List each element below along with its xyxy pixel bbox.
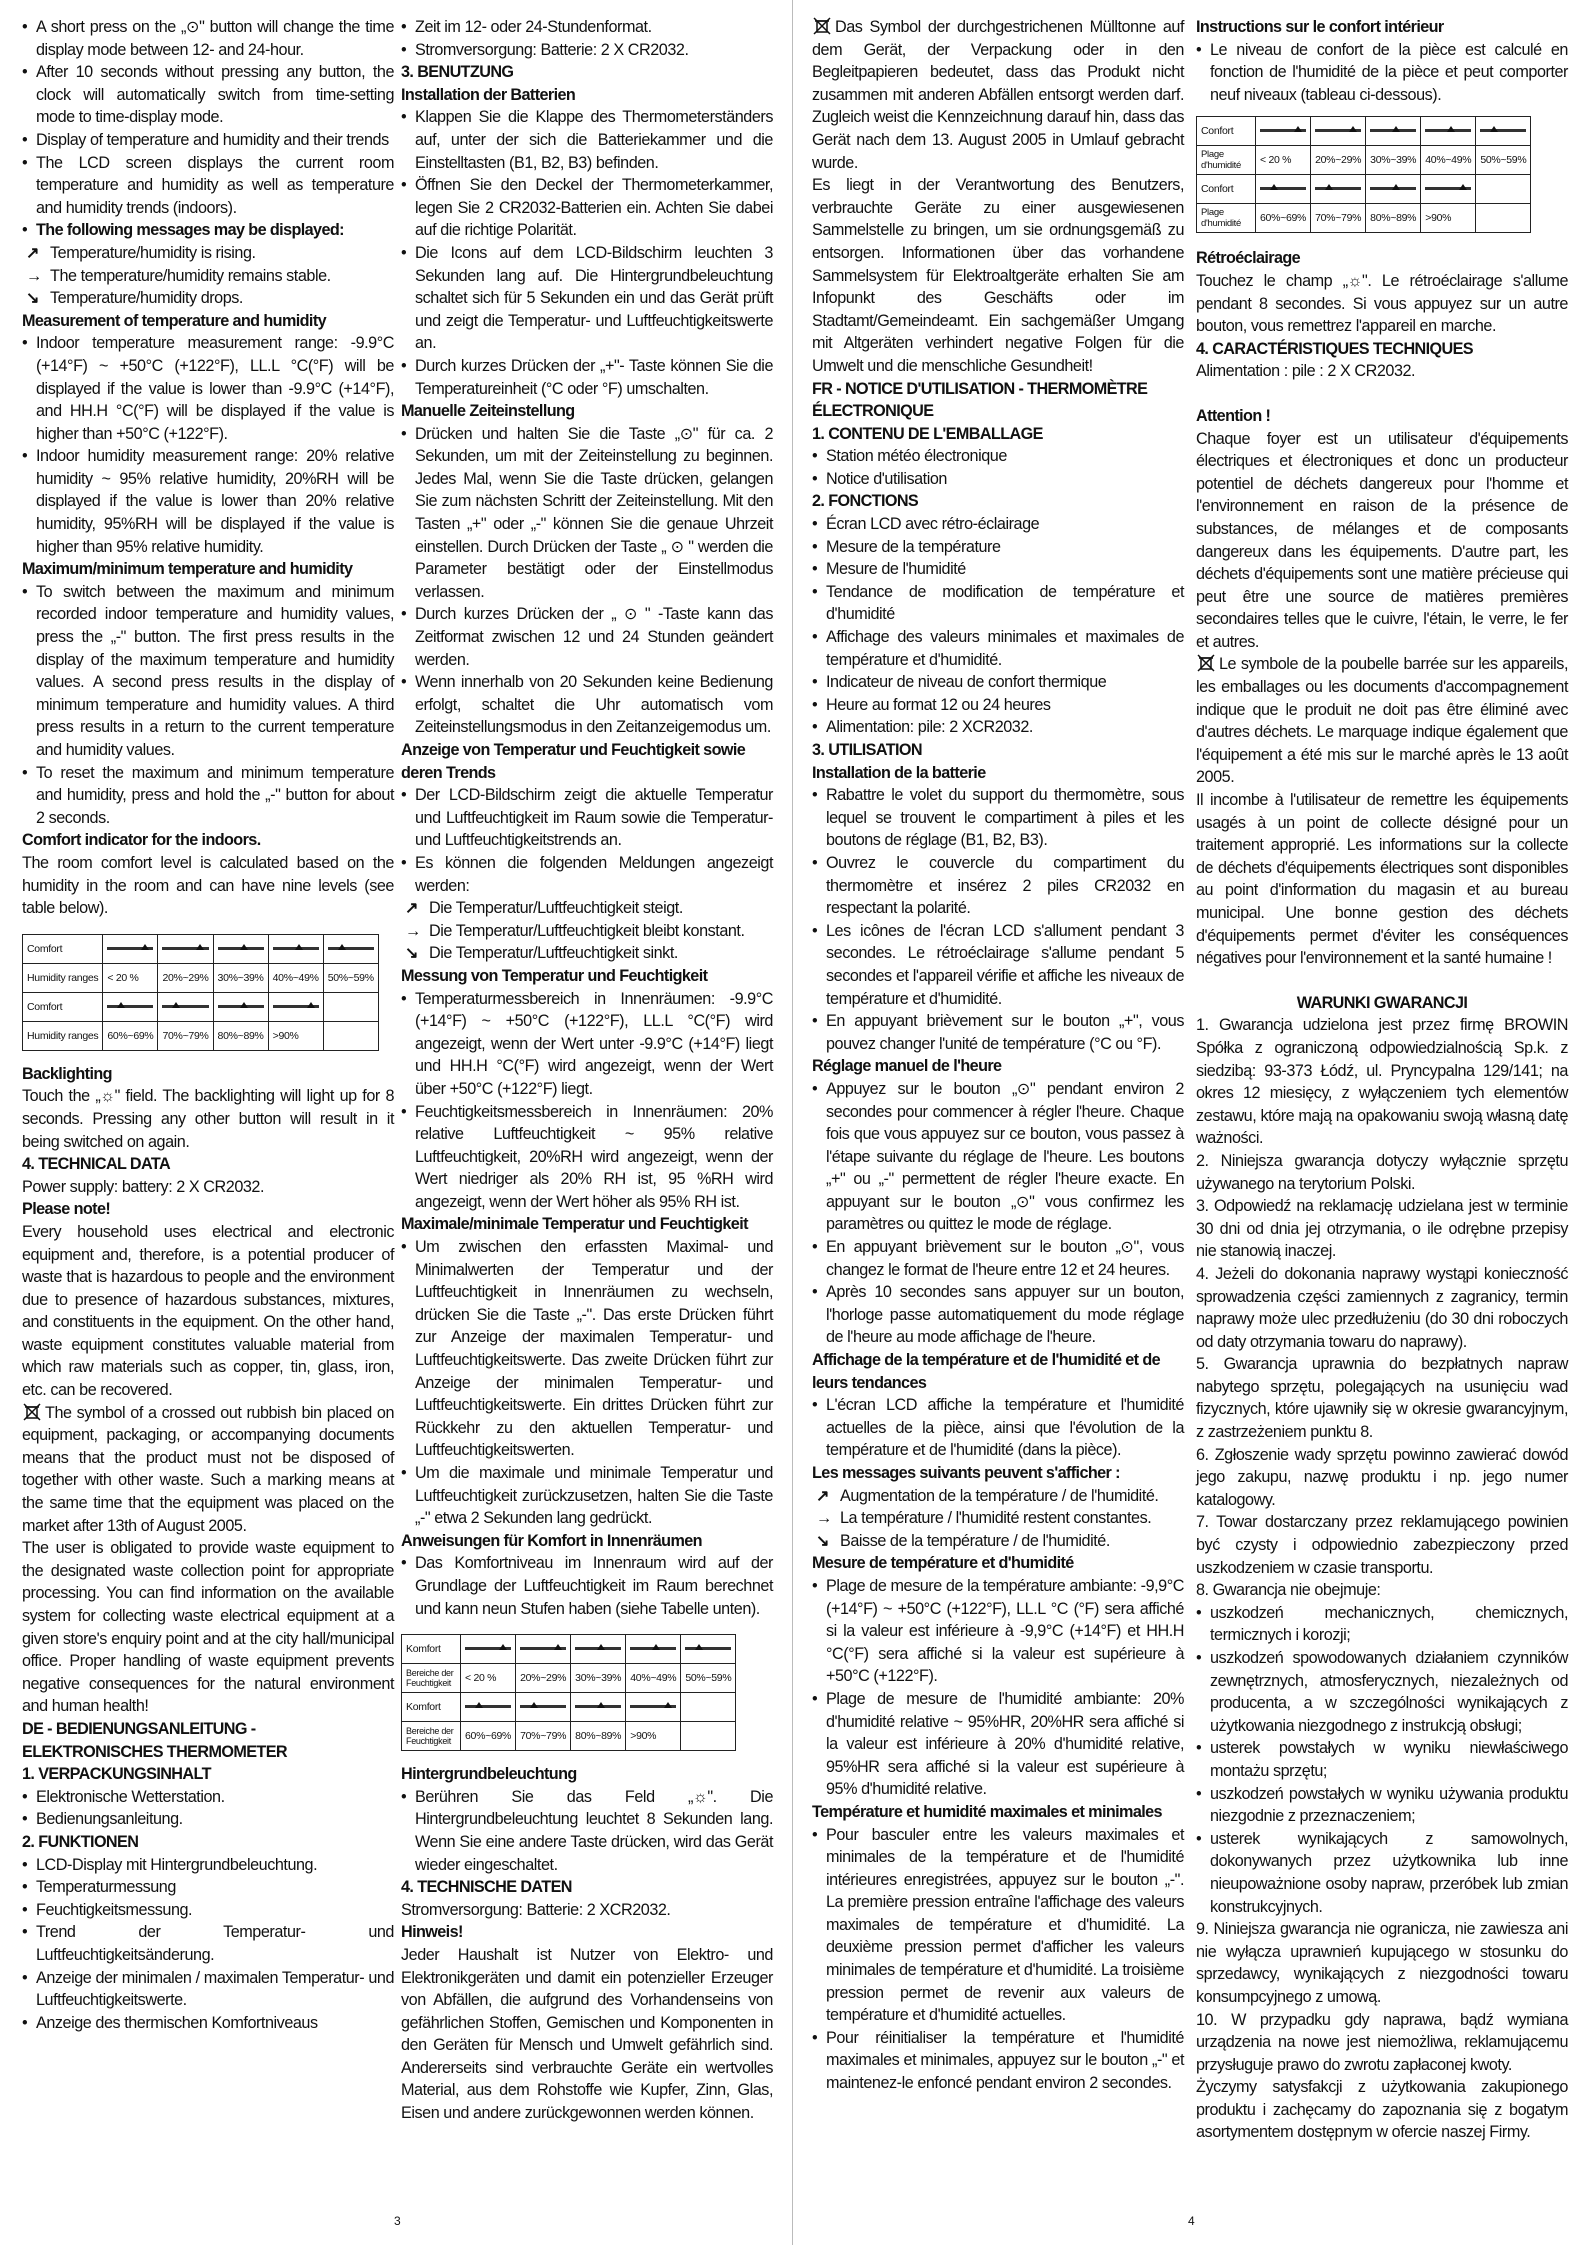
list-item: • Zeit im 12- oder 24-Stundenformat. (401, 16, 773, 39)
list-item: • Um die maximale und minimale Temperatur und Luftfeuchtigkeit zurückzusetzen, halten Sie die Taste „-" etwa 2 Sekunden lang gedrückt. (401, 1462, 773, 1530)
humidity-cell: 40%~49% (268, 963, 323, 992)
humidity-cell: 30%~39% (571, 1664, 626, 1693)
list-item: • Trend der Temperatur- und Luftfeuchtigkeitsänderung. (22, 1921, 394, 1966)
section-heading: Mesure de température et d'humidité (812, 1554, 1074, 1573)
list-item: • After 10 seconds without pressing any button, the clock will automatically switch from time-setting mode to time-display mode. (22, 61, 394, 129)
message-text: The temperature/humidity remains stable. (50, 266, 331, 285)
list-item: • Das Komfortniveau im Innenraum wird auf der Grundlage der Luftfeuchtigkeit im Raum berechnet und kann neun Stufen haben (siehe Tabelle unten). (401, 1552, 773, 1620)
page-number: 4 (1188, 2214, 1195, 2228)
section-heading: Maximale/minimale Temperatur und Feuchtigkeit (401, 1215, 748, 1234)
section-heading: Please note! (22, 1200, 111, 1219)
humidity-cell: 70%~79% (1311, 204, 1366, 233)
list-item: • usterek wynikających z samowolnych, dokonywanych przez użytkownika lub inne nieupoważnione osoby napraw, przeróbek lub zmian konstrukcyjnych. (1196, 1828, 1568, 1918)
list-item: • Ouvrez le couvercle du compartiment du thermomètre et insérez 2 piles CR2032 en respectant la polarité. (812, 852, 1184, 920)
comfort-level-mark (273, 1002, 319, 1012)
list-item: • Feuchtigkeitsmessbereich in Innenräumen: 20% relative Luftfeuchtigkeit ~ 95% relative Luftfeuchtigkeit, 20%RH wird angezeigt, wenn der Wert niedriger als 20% RH ist, 95 %RH wird angezeigt, wenn der Wert höher als 95% RH ist. (401, 1101, 773, 1214)
paragraph: Il incombe à l'utilisateur de remettre les équipements usagés à un point de collecte désigné pour un traitement approprié. Les informations sur la collecte de déchets d'équipements électriques sont disponibles au point d'information du magasin et au bureau municipal. Une bonne gestion des déchets d'équipements permet d'éviter les conséquences négatives pour l'environnement et la santé humaine ! (1196, 791, 1568, 968)
message-text: Die Temperatur/Luftfeuchtigkeit steigt. (429, 899, 683, 918)
section-heading: Rétroéclairage (1196, 249, 1301, 268)
paragraph: 8. Gwarancja nie obejmuje: (1196, 1581, 1381, 1600)
humidity-cell: 40%~49% (626, 1664, 681, 1693)
list-item: • uszkodzeń mechanicznych, chemicznych, termicznych i korozji; (1196, 1602, 1568, 1647)
comfort-level-mark (520, 1644, 566, 1654)
section-heading: Hintergrundbeleuchtung (401, 1765, 577, 1784)
list-item: • Alimentation: pile: 2 XCR2032. (812, 716, 1184, 739)
comfort-level-mark (1425, 126, 1471, 136)
comfort-level-mark (1370, 126, 1416, 136)
humidity-label: Humidity ranges (23, 1021, 103, 1050)
comfort-level-mark (1260, 126, 1306, 136)
arrow-stable-icon: → (405, 921, 421, 940)
paragraph: Touchez le champ „☼". Le rétroéclairage s'allume pendant 8 secondes. Si vous appuyez sur un autre bouton, vous remettrez l'appareil en marche. (1196, 271, 1568, 336)
paragraph: The user is obligated to provide waste equipment to the designated waste collection point for appropriate processing. You can find information on the available system for collecting waste electrical equipment at a given store's enquiry point and at the city hall/municipal office. Proper handling of waste equipment prevents negative consequences for the natural environment and human health! (22, 1539, 394, 1716)
list-item: • Appuyez sur le bouton „⊙" pendant environ 2 secondes pour commencer à régler l'heure. Chaque fois que vous appuyez sur ce bouton, vous passez à l'étape suivante du réglage de l'heure. Les boutons „+" ou „-" permettent de régler l'heure exacte. En appuyant sur le bouton „⊙" vous confirmez les paramètres ou quittez le mode de réglage. (812, 1078, 1184, 1236)
paragraph: Chaque foyer est un utilisateur d'équipements électriques et électroniques et donc un producteur potentiel de déchets dangereux pour l'homme et l'environnement en raison de la présence de substances, de mélanges et de composants dangereux dans les équipements. D'autre part, les déchets d'équipements sont une matière précieuse qui peut être une source de matières premières secondaires telles que le cuivre, l'étain, le verre, le fer et autres. (1196, 429, 1568, 651)
humidity-cell: 70%~79% (158, 1021, 213, 1050)
paragraph-text: The symbol of a crossed out rubbish bin placed on equipment, packaging, or accompanying documents means that the product must not be disposed of together with other waste. Such a marking means at the same time that the equipment was placed on the market after 13th of August 2005. (22, 1403, 394, 1535)
list-item: • Mesure de l'humidité (812, 558, 1184, 581)
list-item: • Après 10 secondes sans appuyer sur un bouton, l'horloge passe automatiquement du mode réglage de l'heure au mode affichage de l'heure. (812, 1281, 1184, 1349)
list-item: • uszkodzeń spowodowanych działaniem czynników zewnętrznych, atmosferycznych, niezależnych od producenta, a w szczególności wynikających z użytkowania niezgodnego z instrukcją obsługi; (1196, 1647, 1568, 1737)
section-heading: Messung von Temperatur und Feuchtigkeit (401, 966, 708, 985)
list-item: • Indoor temperature measurement range: -9.9°C (+14°F) ~ +50°C (+122°F), LL.L °C(°F) will be displayed if the value is lower than -9.9°C (+14°F), and HH.H °C(°F) will be displayed if the value is higher than +50°C (+122°F). (22, 332, 394, 445)
section-heading: Affichage de la température et de l'humidité et de leurs tendances (812, 1351, 1161, 1392)
page-number: 3 (394, 2214, 401, 2228)
list-item: • En appuyant brièvement sur le bouton „⊙", vous changez le format de l'heure entre 12 et 24 heures. (812, 1236, 1184, 1281)
humidity-cell: 80%~89% (1366, 204, 1421, 233)
paragraph: Es liegt in der Verantwortung des Benutzers, verbrauchte Geräte zu einer ausgewiesenen Sammelstelle zu bringen, um sie ordnungsgemäß zu entsorgen. Informationen über das vorhandene Sammelsystem für Elektroaltgeräte erhalten Sie am Infopunkt des Geschäfts oder im Stadtamt/Gemeindeamt. Ein sachgemäßer Umgang mit Altgeräten verhindert negative Folgen für die Umwelt und die menschliche Gesundheit! (812, 176, 1184, 375)
arrow-stable-icon: → (816, 1509, 832, 1528)
comfort-level-mark (1480, 126, 1526, 136)
list-item: • L'écran LCD affiche la température et l'humidité actuelles de la pièce, ainsi que l'évolution de la température et de l'humidité (dans la pièce). (812, 1394, 1184, 1462)
section-heading: Les messages suivants peuvent s'afficher : (812, 1464, 1120, 1482)
section-heading: Manuelle Zeiteinstellung (401, 402, 575, 421)
comfort-table (401, 1634, 736, 1751)
paragraph: Życzymy satysfakcji z użytkowania zakupionego produktu i zachęcamy do zapoznania się z bogatym asortymentem dostępnym w ofercie naszej Firmy. (1196, 2078, 1568, 2142)
paragraph: 7. Towar dostarczany przez reklamującego powinien być czysty i odpowiednio zabezpieczony przed uszkodzeniem w czasie transportu. (1196, 1513, 1568, 1577)
list-item: • To reset the maximum and minimum temperature and humidity, press and hold the „-" button for about 2 seconds. (22, 762, 394, 830)
list-item: • Durch kurzes Drücken der „ ⊙ " -Taste kann das Zeitformat zwischen 12 und 24 Stunden geändert werden. (401, 603, 773, 671)
paragraph: Alimentation : pile : 2 X CR2032. (1196, 362, 1416, 381)
section-heading: 3. BENUTZUNG (401, 63, 514, 82)
comfort-table (1196, 116, 1531, 233)
comfort-table (22, 934, 379, 1051)
list-item: • The LCD screen displays the current room temperature and humidity as well as temperature and humidity trends (indoors). (22, 152, 394, 220)
list-item: • Le niveau de confort de la pièce est calculé en fonction de l'humidité de la pièce et peut comporter neuf niveaux (tableau ci-dessous). (1196, 39, 1568, 107)
list-item: • Mesure de la température (812, 536, 1184, 559)
section-heading: 1. VERPACKUNGSINHALT (22, 1765, 211, 1784)
comfort-level-mark (1315, 184, 1361, 194)
message-line (812, 1507, 1184, 1530)
section-heading: 3. UTILISATION (812, 741, 923, 759)
message-line (22, 265, 394, 288)
comfort-label: Confort (1197, 175, 1256, 204)
list-item: • Bedienungsanleitung. (22, 1808, 394, 1831)
list-item: • Rabattre le volet du support du thermomètre, sous lequel se trouvent le compartiment à piles et les boutons de réglage (B1, B2, B3). (812, 784, 1184, 852)
message-text: Baisse de la température / de l'humidité. (840, 1531, 1110, 1550)
section-heading: Anzeige von Temperatur und Feuchtigkeit sowie deren Trends (401, 741, 746, 782)
humidity-cell: 80%~89% (213, 1021, 268, 1050)
message-line (401, 920, 773, 943)
comfort-level-mark (1315, 126, 1361, 136)
paragraph: Touch the „☼" field. The backlighting will light up for 8 seconds. Pressing any other button will result in it being switched on again. (22, 1087, 394, 1151)
message-text: Die Temperatur/Luftfeuchtigkeit sinkt. (429, 944, 678, 963)
paragraph: 9. Niniejsza gwarancja nie ogranicza, nie zawiesza ani nie wyłącza uprawnień kupującego w stosunku do sprzedawcy, wynikających z niezgodności towaru konsumpcyjnego z umową. (1196, 1920, 1568, 2006)
list-item: • Plage de mesure de la température ambiante: -9,9°C (+14°F) ~ +50°C (+122°F), LL.L °C (°F) sera affiché si la valeur est inférieure à -9,9°C (+14°F) et HH.H °C(°F) sera affiché si la valeur est supérieure à +50°C (+122°F). (812, 1575, 1184, 1688)
list-item: • Heure au format 12 ou 24 heures (812, 694, 1184, 717)
list-item: • A short press on the „⊙" button will change the time display mode between 12- and 24-hour. (22, 16, 394, 61)
comfort-level-mark (465, 1702, 511, 1712)
section-heading: Comfort indicator for the indoors. (22, 831, 261, 850)
section-heading: 4. CARACTÉRISTIQUES TECHNIQUES (1196, 339, 1474, 358)
humidity-cell: 20%~29% (158, 963, 213, 992)
humidity-cell: 50%~59% (681, 1664, 736, 1693)
comfort-level-mark (630, 1644, 676, 1654)
list-item: • Elektronische Wetterstation. (22, 1786, 394, 1809)
humidity-cell: < 20 % (103, 963, 158, 992)
warranty-title: WARUNKI GWARANCJI (1296, 993, 1468, 1012)
message-line (22, 287, 394, 310)
message-text: Augmentation de la température / de l'humidité. (840, 1486, 1159, 1505)
comfort-level-mark (520, 1702, 566, 1712)
section-heading: 1. CONTENU DE L'EMBALLAGE (812, 424, 1043, 443)
message-line (812, 1530, 1184, 1553)
humidity-label: Bereiche der Feuchtigkeit (402, 1664, 461, 1693)
list-item: • Anzeige der minimalen / maximalen Temperatur- und Luftfeuchtigkeitswerte. (22, 1967, 394, 2012)
crossed-bin-icon (812, 17, 832, 35)
paragraph: 2. Niniejsza gwarancja dotyczy wyłącznie sprzętu używanego na terytorium Polski. (1196, 1151, 1568, 1193)
arrow-rising-icon: ↗ (405, 899, 419, 918)
paragraph-text: Das Symbol der durchgestrichenen Mülltonne auf dem Gerät, der Verpackung oder in den Begleitpapieren bedeutet, dass das Produkt nicht zusammen mit anderen Abfällen entsorgt werden darf. Zugleich weist die Kennzeichnung darauf hin, dass das Gerät nach dem 13. August 2005 in Umlauf gebracht wurde. (812, 18, 1184, 172)
paragraph: 1. Gwarancja udzielona jest przez firmę BROWIN Spółka z ograniczoną odpowiedzialnością Sp.k. z siedzibą: 93-373 Łódź, ul. Pryncypalna 129/141; na okres 12 miesięcy, z wyłączeniem tych elementów zestawu, które mają na opakowaniu swoją własną datę ważności. (1196, 1016, 1568, 1148)
paragraph: 5. Gwarancja uprawnia do bezpłatnych napraw nabytego sprzętu, polegających na usunięciu wad fizycznych, które ujawniły się w okresie gwarancyjnym, z zastrzeżeniem punktu 8. (1196, 1355, 1568, 1442)
section-heading: 4. TECHNICAL DATA (22, 1155, 171, 1174)
list-item: • Temperaturmessung (22, 1876, 394, 1899)
paragraph: 3. Odpowiedź na reklamację udzielana jest w terminie 30 dni od dnia jej otrzymania, o ile odrębne przepisy nie stanowią inaczej. (1196, 1197, 1568, 1261)
list-item: • Um zwischen den erfassten Maximal- und Minimalwerten der Temperatur und der Luftfeuchtigkeit in Innenräumen zu wechseln, drücken Sie die Taste „-". Das erste Drücken führt zur Anzeige der maximalen Temperatur- und Luftfeuchtigkeitswerte. Das zweite Drücken führt zur Anzeige der minimalen Temperatur- und Luftfeuchtigkeitswerte. Ein drittes Drücken führt zur Rückkehr zu den aktuellen Temperatur- und Luftfeuchtigkeitswerten. (401, 1236, 773, 1462)
humidity-cell: 50%~59% (1476, 146, 1531, 175)
list-item: • Öffnen Sie den Deckel der Thermometerkammer, legen Sie 2 CR2032-Batterien ein. Achten Sie dabei auf die richtige Polarität. (401, 174, 773, 242)
comfort-level-mark (575, 1644, 621, 1654)
list-item: • uszkodzeń powstałych w wyniku używania produktu niezgodnie z przeznaczeniem; (1196, 1783, 1568, 1828)
comfort-level-mark (685, 1644, 731, 1654)
comfort-label: Komfort (402, 1635, 461, 1664)
humidity-cell: 20%~29% (516, 1664, 571, 1693)
comfort-level-mark (465, 1644, 511, 1654)
paragraph: Jeder Haushalt ist Nutzer von Elektro- und Elektronikgeräten und damit ein potenzieller Erzeuger von Abfällen, die aufgrund des Vorhandenseins von gefährlichen Stoffen, Gemischen und Komponenten in den Geräten für Mensch und Umwelt gefährlich sind. Andererseits sind verbrauchte Geräte ein wertvolles Material, aus dem Rohstoffe wie Kupfer, Zinn, Glas, Eisen und andere zurückgewonnen werden können. (401, 1945, 773, 2123)
list-item: • Display of temperature and humidity and their trends (22, 129, 394, 152)
comfort-level-mark (1370, 184, 1416, 194)
humidity-cell: >90% (626, 1722, 681, 1751)
humidity-cell: < 20 % (1256, 146, 1311, 175)
section-heading: • The following messages may be displayed: (36, 221, 344, 240)
message-line (401, 897, 773, 920)
arrow-stable-icon: → (26, 266, 42, 285)
comfort-level-mark (107, 1002, 153, 1012)
humidity-cell: 20%~29% (1311, 146, 1366, 175)
section-heading: Hinweis! (401, 1923, 463, 1942)
list-item: • Les icônes de l'écran LCD s'allument pendant 3 secondes. Le rétroéclairage s'allume pendant 5 secondes et l'appareil vérifie et affiche les niveaux de température et d'humidité. (812, 920, 1184, 1010)
humidity-label: Humidity ranges (23, 963, 103, 992)
list-item: • To switch between the maximum and minimum recorded indoor temperature and humidity values, press the „-" button. The first press results in the display of the maximum temperature and humidity values. A second press results in the display of minimum temperature and humidity values. A third press results in a return to the current temperature and humidity values. (22, 581, 394, 762)
section-heading: Température et humidité maximales et minimales (812, 1802, 1162, 1821)
english-column (22, 16, 394, 2034)
comfort-level-mark (630, 1702, 676, 1712)
german-french-column (812, 16, 1184, 2095)
comfort-level-mark (218, 944, 264, 954)
humidity-cell: 30%~39% (1366, 146, 1421, 175)
paragraph (1196, 653, 1568, 789)
paragraph: 6. Zgłoszenie wady sprzętu powinno zawierać dowód jego zakupu, nazwę produktu i np. jego numer katalogowy. (1196, 1445, 1568, 1509)
list-item: • Indoor humidity measurement range: 20% relative humidity ~ 95% relative humidity, 20%RH will be displayed if the value is lower than 20% relative humidity, 95%RH will be displayed if the value is higher than 95% relative humidity. (22, 445, 394, 558)
french-polish-column (1196, 16, 1568, 2144)
comfort-level-mark (328, 944, 374, 954)
section-heading: Attention ! (1196, 406, 1271, 425)
comfort-label: Comfort (23, 934, 103, 963)
humidity-cell: < 20 % (461, 1664, 516, 1693)
section-heading: 2. FONCTIONS (812, 492, 919, 511)
arrow-dropping-icon: ↘ (816, 1531, 830, 1550)
humidity-cell: 60%~69% (1256, 204, 1311, 233)
arrow-rising-icon: ↗ (26, 243, 40, 262)
list-item: • Affichage des valeurs minimales et maximales de température et d'humidité. (812, 626, 1184, 671)
section-heading: Installation der Batterien (401, 85, 576, 104)
comfort-level-mark (218, 1002, 264, 1012)
message-line (22, 242, 394, 265)
humidity-cell: 40%~49% (1421, 146, 1476, 175)
comfort-label: Comfort (23, 992, 103, 1021)
humidity-cell: 70%~79% (516, 1722, 571, 1751)
section-heading: Maximum/minimum temperature and humidity (22, 560, 353, 579)
humidity-cell: 60%~69% (461, 1722, 516, 1751)
list-item: • Anzeige des thermischen Komfortniveaus (22, 2012, 394, 2035)
humidity-cell: >90% (1421, 204, 1476, 233)
comfort-level-mark (1425, 184, 1471, 194)
comfort-label: Confort (1197, 117, 1256, 146)
section-heading: Measurement of temperature and humidity (22, 311, 327, 330)
message-text: Die Temperatur/Luftfeuchtigkeit bleibt konstant. (429, 921, 745, 940)
list-item: • Es können die folgenden Meldungen angezeigt werden: (401, 852, 773, 897)
arrow-rising-icon: ↗ (816, 1486, 830, 1505)
paragraph: 10. W przypadku gdy naprawa, bądź wymiana urządzenia na nowe jest niemożliwa, reklamującemu przysługuje prawo do zwrotu zapłaconej kwoty. (1196, 2010, 1568, 2074)
list-item: • Écran LCD avec rétro-éclairage (812, 513, 1184, 536)
list-item: • Tendance de modification de température et d'humidité (812, 581, 1184, 626)
comfort-level-mark (273, 944, 319, 954)
comfort-level-mark (1260, 184, 1306, 194)
list-item: • Station météo électronique (812, 445, 1184, 468)
humidity-cell: 50%~59% (323, 963, 378, 992)
section-heading: Backlighting (22, 1064, 112, 1083)
list-item: • Stromversorgung: Batterie: 2 X CR2032. (401, 39, 773, 62)
message-line (401, 942, 773, 965)
list-item: • Temperaturmessbereich in Innenräumen: -9.9°C (+14°F) ~ +50°C (+122°F), LL.L °C(°F) wird angezeigt, wenn der Wert unter -9.9°C (+14°F) liegt und HH.H °C(°F) wird angezeigt, wenn der Wert über +50°C (+122°F) liegt. (401, 988, 773, 1101)
arrow-dropping-icon: ↘ (405, 944, 419, 963)
humidity-label: Plage d'humidité (1197, 146, 1256, 175)
message-text: Temperature/humidity drops. (50, 289, 243, 308)
list-item: • LCD-Display mit Hintergrundbeleuchtung. (22, 1854, 394, 1877)
section-heading: 2. FUNKTIONEN (22, 1832, 139, 1851)
section-heading: Instructions sur le confort intérieur (1196, 18, 1444, 36)
paragraph: Every household uses electrical and electronic equipment and, therefore, is a potential producer of waste that is hazardous to people and the environment due to presence of hazardous substances, mixtures, and constituents in the equipment. On the other hand, waste equipment constitutes valuable material from which raw materials such as copper, tin, glass, iron, etc. can be recovered. (22, 1222, 394, 1400)
list-item: • Notice d'utilisation (812, 468, 1184, 491)
section-heading: Réglage manuel de l'heure (812, 1057, 1002, 1076)
list-item: • En appuyant brièvement sur le bouton „+", vous pouvez changer l'unité de température (°C ou °F). (812, 1010, 1184, 1055)
right-page (794, 0, 1587, 2245)
paragraph (22, 1402, 394, 1538)
crossed-bin-icon (1196, 654, 1216, 672)
comfort-level-mark (575, 1702, 621, 1712)
list-item: • Feuchtigkeitsmessung. (22, 1899, 394, 1922)
list-item: • Indicateur de niveau de confort thermique (812, 671, 1184, 694)
section-heading: DE - BEDIENUNGSANLEITUNG - ELEKTRONISCHES THERMOMETER (22, 1719, 287, 1761)
list-item: • Wenn innerhalb von 20 Sekunden keine Bedienung erfolgt, schaltet die Uhr automatisch vom Zeiteinstellungsmodus in den Zeitanzeigemodus um. (401, 671, 773, 739)
arrow-dropping-icon: ↘ (26, 289, 40, 308)
comfort-level-mark (162, 944, 208, 954)
list-item: • usterek powstałych w wyniku niewłaściwego montażu sprzętu; (1196, 1737, 1568, 1782)
list-item: • Durch kurzes Drücken der „+"- Taste können Sie die Temperatureinheit (°C oder °F) umschalten. (401, 355, 773, 400)
message-text: Temperature/humidity is rising. (50, 243, 256, 262)
humidity-label: Plage d'humidité (1197, 204, 1256, 233)
section-heading: FR - NOTICE D'UTILISATION - THERMOMÈTRE ÉLECTRONIQUE (812, 379, 1148, 421)
comfort-label: Komfort (402, 1693, 461, 1722)
list-item: • Drücken und halten Sie die Taste „⊙" für ca. 2 Sekunden, um mit der Zeiteinstellung zu beginnen. Jedes Mal, wenn Sie die Taste drücken, gelangen Sie zum nächsten Schritt der Zeiteinstellung. Mit den Tasten „+" oder „-" können Sie die genaue Uhrzeit einstellen. Durch Drücken der Taste „ ⊙ " werden die Parameter bestätigt oder der Einstellmodus verlassen. (401, 423, 773, 604)
paragraph-text: Le symbole de la poubelle barrée sur les appareils, les emballages ou les documents d'accompagnement indique que le produit ne doit pas être éliminé avec d'autres déchets. Le marquage indique également que l'équipement a été mis sur le marché après le 13 août 2005. (1196, 655, 1568, 787)
humidity-cell: 60%~69% (103, 1021, 158, 1050)
humidity-cell: 30%~39% (213, 963, 268, 992)
left-page (0, 0, 793, 2245)
crossed-bin-icon (22, 1403, 42, 1421)
section-heading: 4. TECHNISCHE DATEN (401, 1878, 572, 1897)
comfort-level-mark (162, 1002, 208, 1012)
list-item: • Berühren Sie das Feld „☼". Die Hintergrundbeleuchtung leuchtet 8 Sekunden lang. Wenn Sie eine andere Taste drücken, wird das Gerät wieder eingeschaltet. (401, 1786, 773, 1876)
list-item: • Plage de mesure de l'humidité ambiante: 20% d'humidité relative ~ 95%HR, 20%HR sera affiché si la valeur est inférieure à 20% d'humidité relative, 95%HR sera affiché si la valeur est supérieure à 95% d'humidité relative. (812, 1688, 1184, 1801)
humidity-label: Bereiche der Feuchtigkeit (402, 1722, 461, 1751)
list-item: • Die Icons auf dem LCD-Bildschirm leuchten 3 Sekunden lang auf. Die Hintergrundbeleuchtung schaltet sich für 5 Sekunden ein und das Gerät prüft und zeigt die Temperatur- und Luftfeuchtigkeitswerte an. (401, 242, 773, 355)
comfort-level-mark (107, 944, 153, 954)
humidity-cell: >90% (268, 1021, 323, 1050)
section-heading: Anweisungen für Komfort in Innenräumen (401, 1531, 702, 1550)
paragraph: Stromversorgung: Batterie: 2 XCR2032. (401, 1900, 671, 1919)
section-heading: Installation de la batterie (812, 763, 986, 782)
paragraph: The room comfort level is calculated based on the humidity in the room and can have nine levels (see table below). (22, 853, 394, 918)
german-column (401, 16, 773, 2125)
humidity-cell: 80%~89% (571, 1722, 626, 1751)
list-item: • Klappen Sie die Klappe des Thermometerständers auf, unter der sich die Batteriekammer und die Einstelltasten (B1, B2, B3) befinden. (401, 106, 773, 174)
paragraph: 4. Jeżeli do dokonania naprawy wystąpi konieczność sprowadzenia części zamiennych z zagranicy, termin naprawy może ulec przedłużeniu (do 30 dni roboczych od daty otrzymania towaru do naprawy). (1196, 1264, 1568, 1351)
list-item: • Pour basculer entre les valeurs maximales et minimales de la température et de l'humidité intérieures enregistrées, appuyez sur le bouton „-". La première pression entraîne l'affichage des valeurs maximales de température et d'humidité. La deuxième pression permet d'afficher les valeurs minimales de température et d'humidité. La troisième pression permet de revenir aux valeurs de température et d'humidité actuelles. (812, 1824, 1184, 2027)
message-text: La température / l'humidité restent constantes. (840, 1509, 1152, 1528)
intro-list (22, 16, 394, 219)
list-item: • Der LCD-Bildschirm zeigt die aktuelle Temperatur und Luftfeuchtigkeit im Raum sowie die Temperatur- und Luftfeuchtigkeitstrends an. (401, 784, 773, 852)
message-line (812, 1485, 1184, 1508)
paragraph (812, 16, 1184, 174)
paragraph: Power supply: battery: 2 X CR2032. (22, 1177, 265, 1196)
list-item: • Pour réinitialiser la température et l'humidité maximales et minimales, appuyez sur le bouton „-" et maintenez-le enfoncé pendant environ 2 secondes. (812, 2027, 1184, 2095)
